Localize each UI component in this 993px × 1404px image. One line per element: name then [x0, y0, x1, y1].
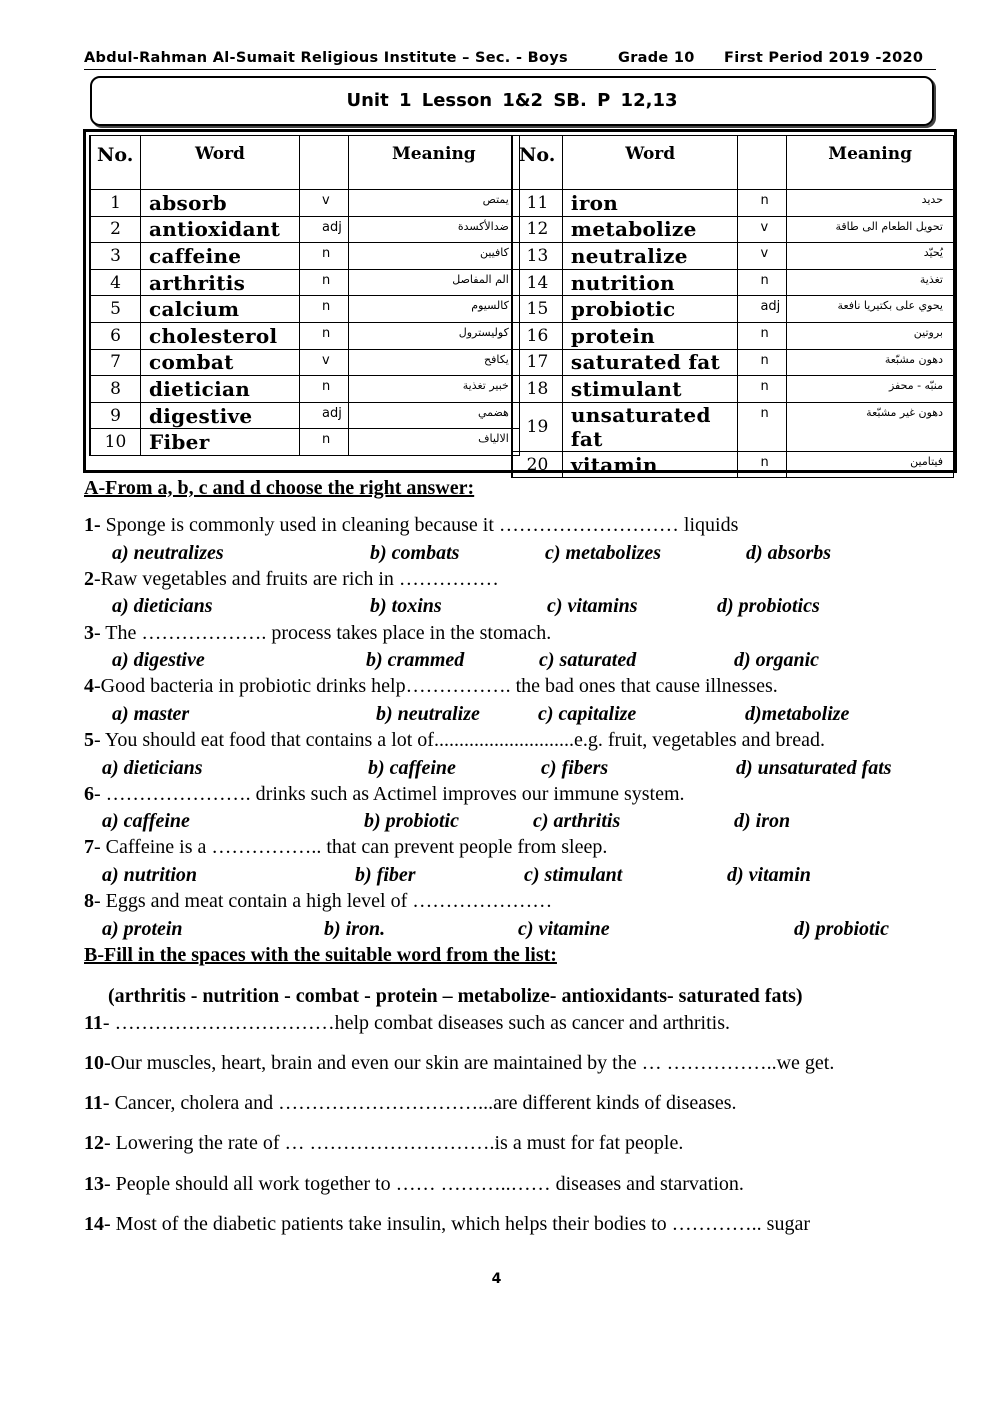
question-text: Sponge is commonly used in cleaning because it ……………………… liquids [100, 514, 739, 536]
table-row [91, 216, 520, 243]
part-of-speech: v [738, 243, 787, 270]
question-4-options [0, 703, 993, 731]
header-rule [84, 69, 936, 70]
option-b: b) iron. [324, 918, 386, 940]
option-a: a) nutrition [102, 864, 198, 886]
word-meaning: فيتامين [787, 451, 954, 478]
table-row [513, 376, 954, 403]
item-text: - People should all work together to …… ………..…… diseases and starvation. [104, 1173, 744, 1195]
option-d: d) organic [734, 649, 819, 671]
option-a: a) caffeine [102, 810, 190, 832]
vocab-word: protein [562, 322, 738, 349]
header-pos [738, 136, 787, 190]
word-number: 15 [513, 296, 563, 323]
word-meaning: منبّه - محفز [787, 376, 954, 403]
vocab-word: iron [562, 190, 738, 217]
question-2 [84, 568, 499, 591]
table-row [513, 402, 954, 451]
part-of-speech: adj [738, 296, 787, 323]
word-number: 12 [513, 216, 563, 243]
part-of-speech: n [300, 376, 349, 403]
word-meaning: يكافح [348, 349, 519, 376]
section-b-title: B-Fill in the spaces with the suitable word from the list: [84, 944, 557, 966]
option-a: a) dieticians [112, 595, 213, 617]
vocab-word: unsaturated fat [562, 402, 738, 451]
option-d: d)metabolize [745, 703, 850, 725]
option-b: b) caffeine [368, 757, 456, 779]
table-row [91, 269, 520, 296]
item-number: 11 [84, 1012, 103, 1034]
option-c: c) fibers [541, 757, 609, 779]
option-a: a) master [112, 703, 190, 725]
table-header-row [513, 136, 954, 190]
table-row [91, 349, 520, 376]
question-2-options [0, 595, 993, 623]
option-a: a) digestive [112, 649, 205, 671]
word-list: (arthritis - nutrition - combat - protein – metabolize- antioxidants- saturated fats) [108, 985, 803, 1007]
vocabulary-left-table [90, 135, 520, 456]
table-row [513, 322, 954, 349]
word-number: 7 [91, 349, 141, 376]
word-number: 19 [513, 402, 563, 451]
vocab-word: absorb [141, 190, 300, 217]
option-a: a) dieticians [102, 757, 203, 779]
question-6 [84, 783, 685, 806]
part-of-speech: adj [300, 216, 349, 243]
word-meaning: تغذية [787, 269, 954, 296]
part-of-speech: n [300, 296, 349, 323]
table-row [513, 269, 954, 296]
question-7-options [0, 864, 993, 892]
vocab-word: cholesterol [141, 322, 300, 349]
question-text: - The ………………. process takes place in the stomach. [94, 622, 552, 644]
item-text: -Our muscles, heart, brain and even our skin are maintained by the … ……………..we get. [104, 1052, 835, 1074]
question-text: -Good bacteria in probiotic drinks help……………. the bad ones that cause illnesses. [94, 675, 778, 697]
option-c: c) arthritis [533, 810, 621, 832]
table-row [513, 349, 954, 376]
word-meaning: يحوي على بكتيريا نافعة [787, 296, 954, 323]
option-c: c) vitamins [547, 595, 638, 617]
part-of-speech: v [738, 216, 787, 243]
question-text: - Caffeine is a …………….. that can prevent people from sleep. [94, 836, 608, 858]
item-text: - Most of the diabetic patients take insulin, which helps their bodies to ………….. sugar [104, 1213, 810, 1235]
table-row [513, 216, 954, 243]
part-of-speech: n [738, 349, 787, 376]
option-a: a) protein [102, 918, 183, 940]
word-meaning: خبير تغذية [348, 376, 519, 403]
vocab-word: dietician [141, 376, 300, 403]
vocab-word: metabolize [562, 216, 738, 243]
word-number: 20 [513, 451, 563, 478]
vocabulary-left-half [89, 135, 520, 456]
table-row [91, 429, 520, 456]
question-text: - Eggs and meat contain a high level of ………………… [94, 890, 553, 912]
item-number: 10 [84, 1052, 104, 1074]
header-pos [300, 136, 349, 190]
table-row [513, 190, 954, 217]
part-of-speech: n [738, 402, 787, 451]
vocab-word: nutrition [562, 269, 738, 296]
option-b: b) toxins [370, 595, 442, 617]
question-number: 4 [84, 675, 94, 697]
question-number: 3 [84, 622, 94, 644]
part-of-speech: n [300, 269, 349, 296]
header-school: Abdul-Rahman Al-Sumait Religious Institute – Sec. - Boys [84, 50, 568, 66]
question-7 [84, 836, 607, 859]
question-number: 2 [84, 568, 94, 590]
word-meaning: كافيين [348, 243, 519, 270]
word-number: 2 [91, 216, 141, 243]
question-5-options [0, 757, 993, 785]
word-meaning: الالياف [348, 429, 519, 456]
vocab-word: combat [141, 349, 300, 376]
table-row [91, 322, 520, 349]
word-number: 13 [513, 243, 563, 270]
header-no: No. [513, 136, 563, 190]
table-row [91, 296, 520, 323]
word-meaning: هضمي [348, 402, 519, 429]
item-number: 13 [84, 1173, 104, 1195]
question-6-options [0, 810, 993, 838]
header-meaning: Meaning [787, 136, 954, 190]
table-row [91, 190, 520, 217]
vocab-word: saturated fat [562, 349, 738, 376]
part-of-speech: n [300, 429, 349, 456]
word-number: 6 [91, 322, 141, 349]
vocabulary-right-half [511, 135, 954, 478]
word-number: 5 [91, 296, 141, 323]
question-text: -Raw vegetables and fruits are rich in …………… [94, 568, 499, 590]
word-number: 1 [91, 190, 141, 217]
question-1 [84, 514, 738, 537]
option-d: d) iron [734, 810, 791, 832]
question-number: 6 [84, 783, 94, 805]
word-meaning: دهون مشبّعة [787, 349, 954, 376]
option-c: c) metabolizes [545, 542, 662, 564]
word-number: 9 [91, 402, 141, 429]
word-number: 16 [513, 322, 563, 349]
word-number: 4 [91, 269, 141, 296]
option-a: a) neutralizes [112, 542, 224, 564]
vocab-word: arthritis [141, 269, 300, 296]
vocab-word: vitamin [562, 451, 738, 478]
question-5 [84, 729, 825, 752]
option-d: d) vitamin [727, 864, 811, 886]
word-meaning: كالسيوم [348, 296, 519, 323]
question-3 [84, 622, 551, 645]
table-row [513, 296, 954, 323]
table-row [91, 376, 520, 403]
option-d: d) unsaturated fats [736, 757, 892, 779]
fill-item [84, 1213, 810, 1236]
vocab-word: Fiber [141, 429, 300, 456]
vocab-word: antioxidant [141, 216, 300, 243]
table-header-row [91, 136, 520, 190]
vocab-word: caffeine [141, 243, 300, 270]
option-c: c) saturated [539, 649, 637, 671]
question-number: 1- [84, 514, 101, 536]
question-3-options [0, 649, 993, 677]
part-of-speech: n [738, 190, 787, 217]
option-b: b) fiber [355, 864, 416, 886]
word-meaning: ضدالأكسدة [348, 216, 519, 243]
question-4 [84, 675, 778, 698]
question-number: 8 [84, 890, 94, 912]
vocab-word: stimulant [562, 376, 738, 403]
table-row [513, 243, 954, 270]
option-d: d) probiotics [717, 595, 820, 617]
vocab-word: neutralize [562, 243, 738, 270]
option-d: d) absorbs [746, 542, 832, 564]
word-number: 18 [513, 376, 563, 403]
word-meaning: بروتين [787, 322, 954, 349]
option-c: c) vitamine [518, 918, 610, 940]
word-number: 14 [513, 269, 563, 296]
word-meaning: دهون غير مشبّعة [787, 402, 954, 451]
word-meaning: الم المفاصل [348, 269, 519, 296]
lesson-title: Unit 1 Lesson 1&2 SB. P 12,13 [90, 76, 934, 126]
header-word: Word [562, 136, 738, 190]
option-b: b) probiotic [364, 810, 459, 832]
item-number: 14 [84, 1213, 104, 1235]
word-number: 8 [91, 376, 141, 403]
fill-item [84, 1132, 683, 1155]
header-grade: Grade 10 [618, 50, 695, 66]
part-of-speech: n [738, 269, 787, 296]
question-text: - You should eat food that contains a lot of............................e.g. fruit, vegetables and bread. [94, 729, 825, 751]
option-b: b) neutralize [376, 703, 480, 725]
fill-item [84, 1092, 737, 1115]
vocab-word: digestive [141, 402, 300, 429]
section-a-title: A-From a, b, c and d choose the right answer: [84, 477, 475, 499]
header-meaning: Meaning [348, 136, 519, 190]
question-number: 5 [84, 729, 94, 751]
word-number: 11 [513, 190, 563, 217]
word-number: 10 [91, 429, 141, 456]
word-meaning: كوليسترول [348, 322, 519, 349]
part-of-speech: n [300, 243, 349, 270]
word-meaning: يُحيّد [787, 243, 954, 270]
word-meaning: حديد [787, 190, 954, 217]
word-number: 3 [91, 243, 141, 270]
word-meaning: تحويل الطعام الى طاقة [787, 216, 954, 243]
question-8-options [0, 918, 993, 946]
part-of-speech: n [738, 376, 787, 403]
part-of-speech: n [300, 322, 349, 349]
part-of-speech: n [738, 322, 787, 349]
fill-item [84, 1012, 730, 1035]
fill-item [84, 1052, 834, 1075]
option-b: b) combats [370, 542, 460, 564]
table-row [513, 451, 954, 478]
table-row [91, 243, 520, 270]
question-text: - …………………. drinks such as Actimel improves our immune system. [94, 783, 685, 805]
vocabulary-table [83, 129, 957, 477]
item-number: 12 [84, 1132, 104, 1154]
item-text: - ……………………………help combat diseases such as cancer and arthritis. [102, 1012, 730, 1034]
question-8 [84, 890, 552, 913]
table-row [91, 402, 520, 429]
vocabulary-right-table [512, 135, 954, 478]
option-d: d) probiotic [794, 918, 889, 940]
header-period: First Period 2019 -2020 [724, 50, 924, 66]
item-text: - Lowering the rate of … ……………………….is a must for fat people. [104, 1132, 684, 1154]
word-meaning: يمتص [348, 190, 519, 217]
fill-item [84, 1173, 744, 1196]
question-number: 7 [84, 836, 94, 858]
page-number: 4 [491, 1271, 502, 1287]
header-no: No. [91, 136, 141, 190]
option-c: c) capitalize [538, 703, 637, 725]
part-of-speech: v [300, 190, 349, 217]
vocab-word: calcium [141, 296, 300, 323]
option-c: c) stimulant [524, 864, 623, 886]
header-word: Word [141, 136, 300, 190]
item-number: 11 [84, 1092, 103, 1114]
option-b: b) crammed [366, 649, 465, 671]
question-1-options [0, 542, 993, 570]
part-of-speech: adj [300, 402, 349, 429]
part-of-speech: n [738, 451, 787, 478]
item-text: - Cancer, cholera and …………………………...are different kinds of diseases. [102, 1092, 737, 1114]
vocab-word: probiotic [562, 296, 738, 323]
part-of-speech: v [300, 349, 349, 376]
word-number: 17 [513, 349, 563, 376]
